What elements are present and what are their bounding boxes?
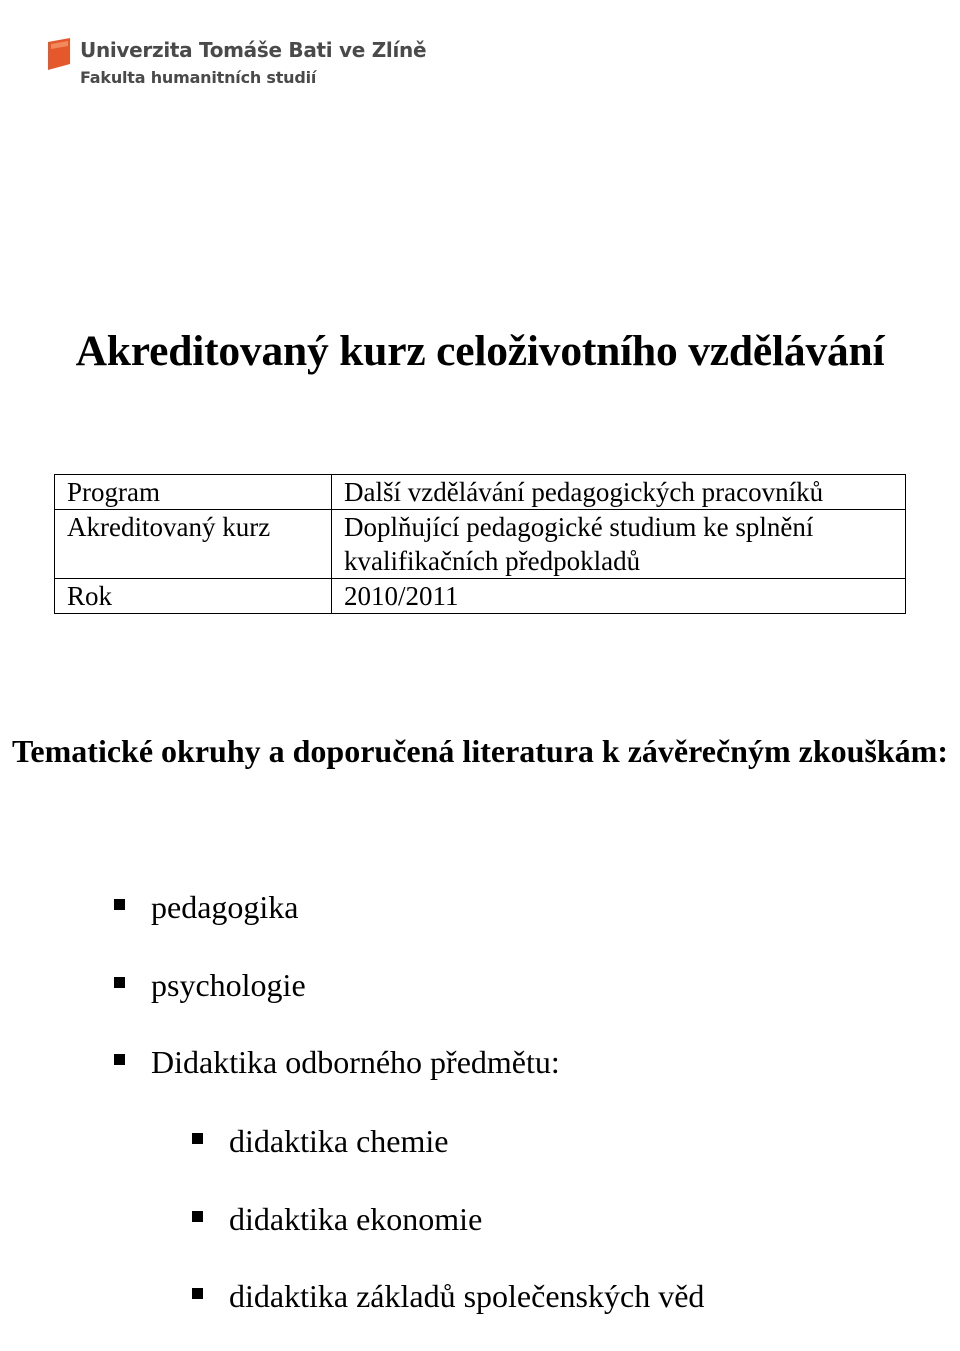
book-logo-icon bbox=[48, 38, 70, 70]
row-value: 2010/2011 bbox=[332, 579, 906, 614]
list-item-text: psychologie bbox=[151, 966, 306, 1003]
list-item-text: Didaktika odborného předmětu: bbox=[151, 1044, 560, 1080]
list-item-text: didaktika ekonomie bbox=[229, 1200, 483, 1237]
course-info-table bbox=[54, 474, 906, 614]
university-logo bbox=[44, 34, 427, 98]
page-title: Akreditovaný kurz celoživotního vzdělávání bbox=[75, 327, 885, 375]
table-row bbox=[55, 475, 906, 510]
square-bullet-icon bbox=[114, 977, 125, 988]
row-label: Rok bbox=[55, 579, 332, 614]
table-row bbox=[55, 510, 906, 579]
square-bullet-icon bbox=[114, 1054, 125, 1065]
faculty-name: Fakulta humanitních studií bbox=[80, 68, 317, 87]
row-value: Další vzdělávání pedagogických pracovníků bbox=[332, 475, 906, 510]
section-title: Tematické okruhy a doporučená literatura k závěrečným zkouškám: bbox=[12, 733, 948, 769]
row-label: Program bbox=[55, 475, 332, 510]
square-bullet-icon bbox=[192, 1133, 203, 1144]
square-bullet-icon bbox=[192, 1288, 203, 1299]
university-name: Univerzita Tomáše Bati ve Zlíně bbox=[80, 38, 427, 62]
list-item-text: pedagogika bbox=[151, 889, 299, 925]
row-value: Doplňující pedagogické studium ke splnění kvalifikačních předpokladů bbox=[332, 510, 906, 579]
list-item-text: didaktika chemie bbox=[229, 1123, 449, 1159]
list-item-text: didaktika základů společenských věd bbox=[229, 1278, 705, 1314]
row-label: Akreditovaný kurz bbox=[55, 510, 332, 579]
square-bullet-icon bbox=[192, 1211, 203, 1222]
table-row bbox=[55, 579, 906, 614]
square-bullet-icon bbox=[114, 899, 125, 910]
